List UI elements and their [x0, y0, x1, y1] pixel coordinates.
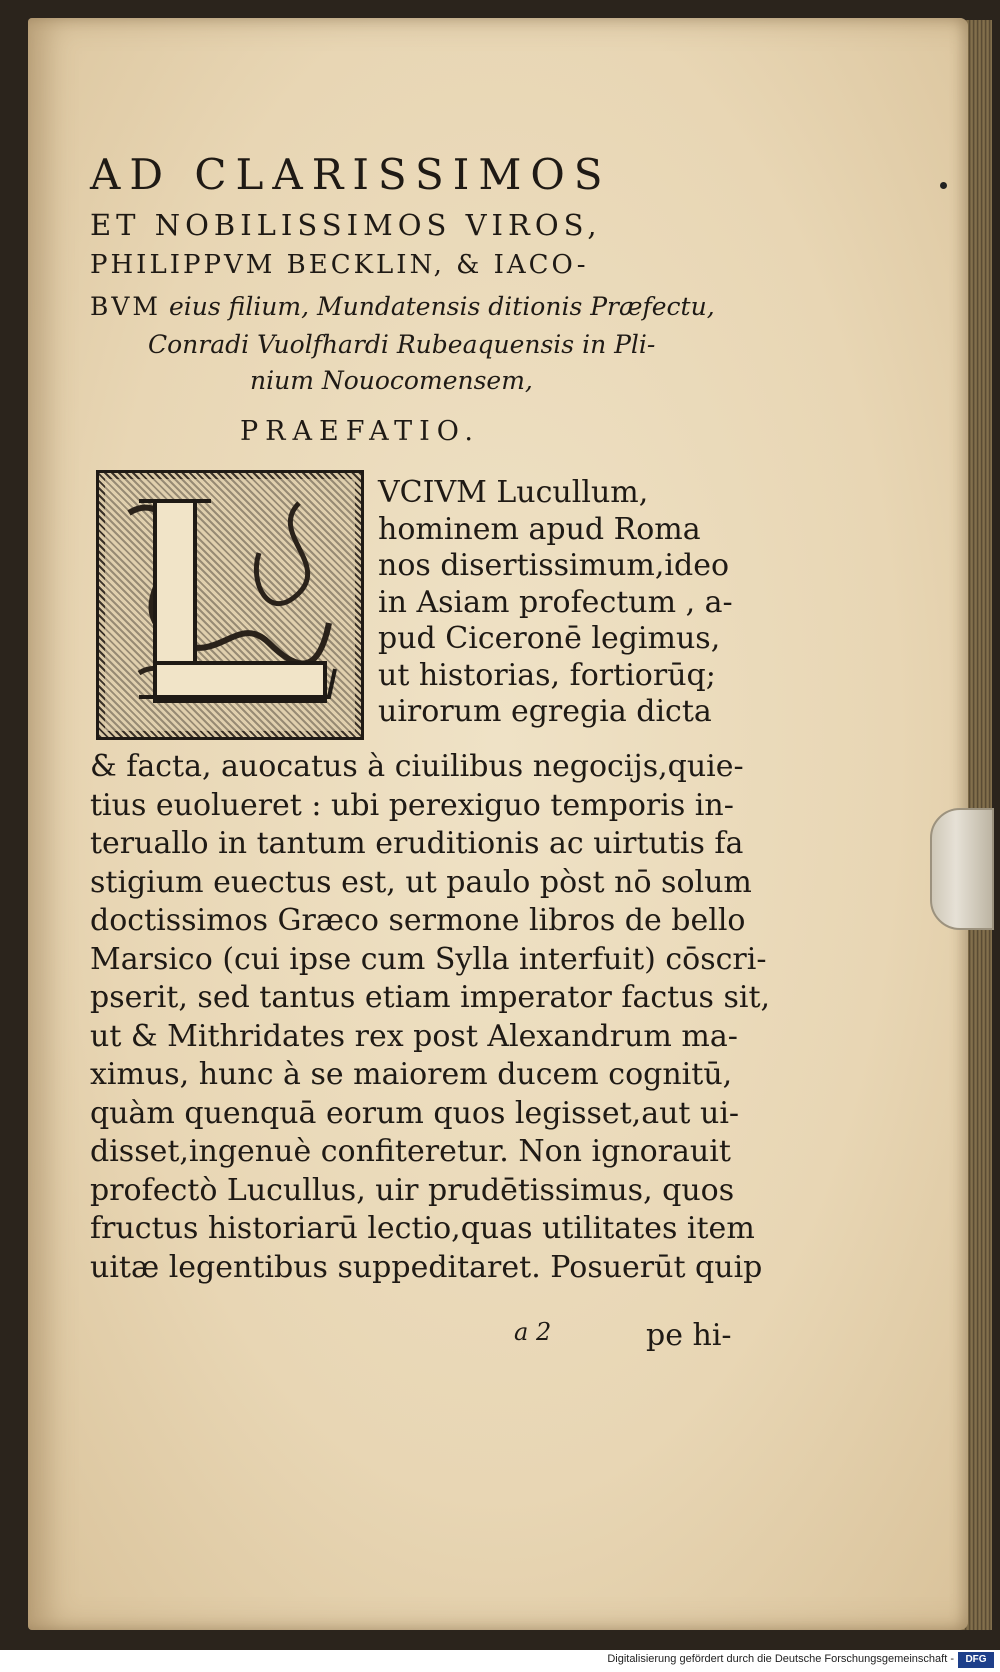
footer-credit: Digitalisierung gefördert durch die Deutsche Forschungsgemeinschaft -: [607, 1653, 954, 1665]
heading-line-5: Conradi Vuolfhardi Rubeaquensis in Pli-: [148, 330, 656, 359]
body-line-full-2: tius euolueret : ubi perexiguo temporis in-: [90, 787, 734, 823]
decorated-initial-l: [96, 470, 364, 740]
body-line-narrow-6: ut historias, fortiorūq;: [378, 657, 716, 693]
body-line-full-14: uitæ legentibus suppeditaret. Posuerūt quip: [90, 1249, 763, 1285]
heading-line-2: ET NOBILISSIMOS VIROS,: [90, 208, 602, 242]
heading-line-4: [90, 292, 715, 321]
catchword: pe hi-: [646, 1318, 732, 1353]
heading-line-4-italic: eius filium, Mundatensis ditionis Præfectu,: [161, 292, 715, 321]
body-line-full-4: stigium euectus est, ut paulo pòst nō solum: [90, 864, 752, 900]
body-line-full-12: profectò Lucullus, uir prudētissimus, quos: [90, 1172, 735, 1208]
footer-bar: [0, 1650, 1000, 1672]
body-line-full-3: teruallo in tantum eruditionis ac uirtutis fa: [90, 826, 744, 861]
body-line-narrow-3: nos disertissimum,ideo: [378, 548, 730, 583]
heading-line-1: AD CLARISSIMOS: [90, 150, 612, 199]
body-line-full-10: quàm quenquā eorum quos legisset,aut ui-: [90, 1095, 740, 1131]
page-clip: [930, 808, 994, 930]
body-line-full-11: disset,ingenuè confiteretur. Non ignorauit: [90, 1134, 731, 1169]
body-line-full-8: ut & Mithridates rex post Alexandrum ma-: [90, 1018, 738, 1054]
praefatio-title: PRAEFATIO.: [240, 416, 480, 447]
body-line-full-1: & facta, auocatus à ciuilibus negocijs,quie-: [90, 749, 744, 784]
signature-mark: a 2: [514, 1318, 552, 1346]
heading-line-6: nium Nouocomensem,: [250, 366, 533, 395]
body-line-full-6: Marsico (cui ipse cum Sylla interfuit) cōscri-: [90, 941, 767, 977]
body-line-narrow-7: uirorum egregia dicta: [378, 694, 712, 729]
body-line-full-5: doctissimos Græco sermone libros de bello: [90, 903, 746, 938]
body-line-narrow-4: in Asiam profectum , a-: [378, 584, 733, 620]
heading-line-3: PHILIPPVM BECKLIN, & IACO-: [90, 250, 589, 280]
dfg-logo-icon: DFG: [958, 1652, 994, 1668]
body-line-full-9: ximus, hunc à se maiorem ducem cognitū,: [90, 1057, 733, 1092]
body-line-narrow-2: hominem apud Roma: [378, 511, 701, 547]
body-line-narrow-1: VCIVM Lucullum,: [378, 475, 649, 510]
heading-line-4-caps: BVM: [90, 292, 162, 321]
ink-spot: [940, 182, 947, 189]
body-line-full-7: pserit, sed tantus etiam imperator factus sit,: [90, 980, 771, 1015]
body-line-narrow-5: pud Ciceronē legimus,: [378, 621, 721, 656]
body-line-full-13: fructus historiarū lectio,quas utilitates item: [90, 1211, 755, 1246]
initial-l-glyph: [99, 473, 361, 737]
